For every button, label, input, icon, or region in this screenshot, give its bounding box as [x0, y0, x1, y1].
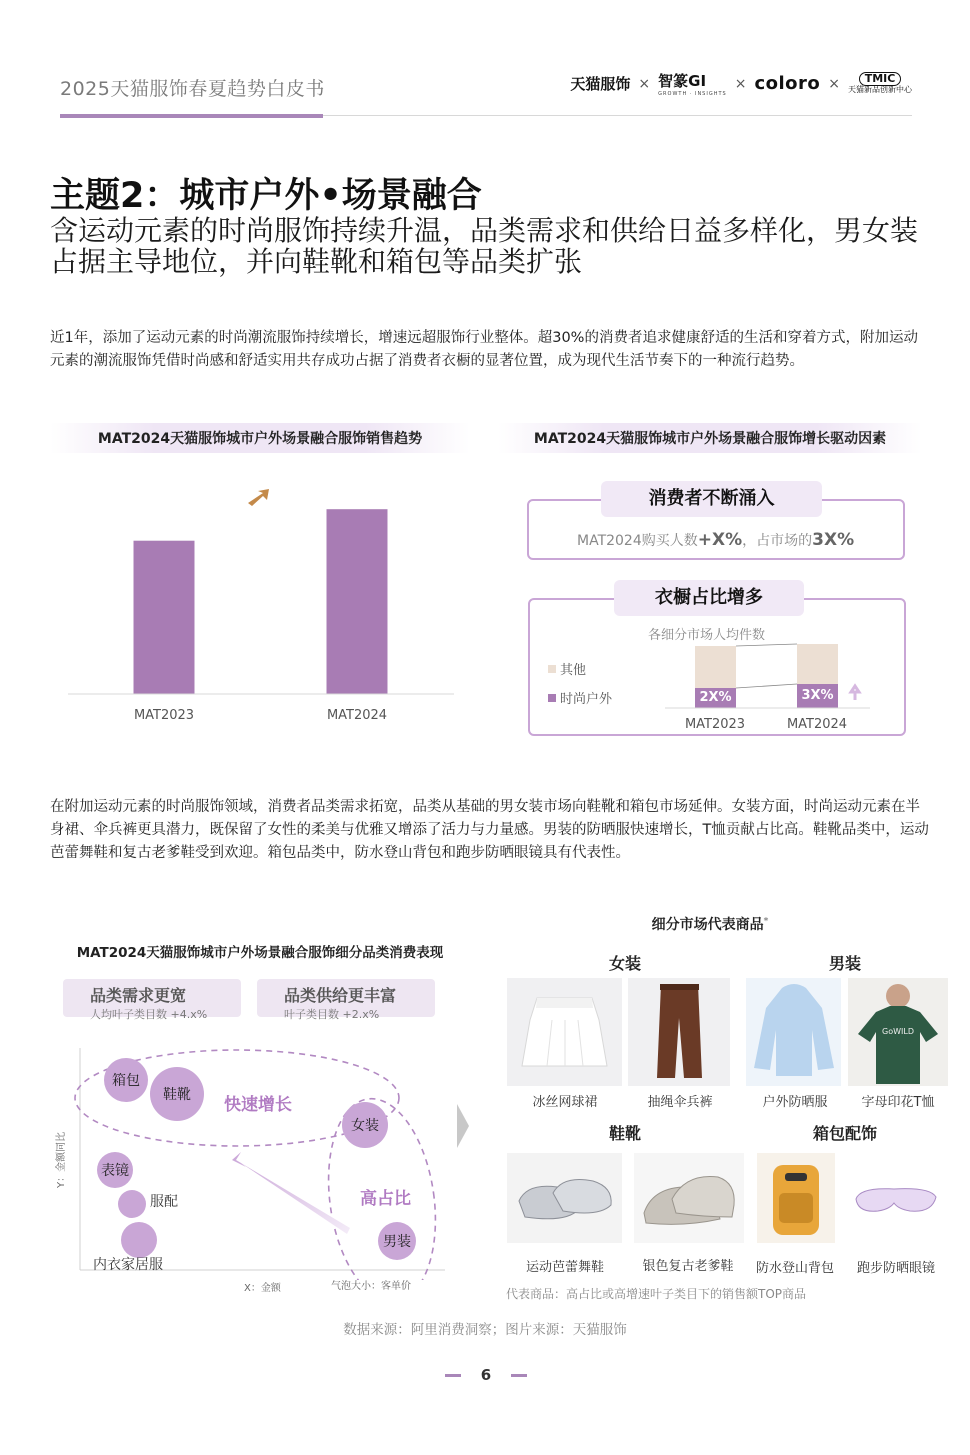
products-title: [600, 914, 820, 934]
driver-tag-wardrobe: 衣橱占比增多: [614, 580, 804, 616]
source-note: 数据来源：阿里消费洞察；图片来源：天猫服饰: [343, 1322, 627, 1338]
product-image-dad-sneakers[interactable]: [634, 1153, 744, 1243]
cat-shoes: 鞋靴: [608, 1124, 641, 1143]
chip-demand: [63, 979, 241, 1021]
product-name-2: 抽绳伞兵裤: [647, 1095, 713, 1110]
chip-demand-title: 品类需求更宽: [90, 986, 187, 1005]
driver-text-consumers: [577, 530, 854, 550]
legend-outdoor-label: 时尚户外: [560, 692, 613, 707]
logo-separator: ×: [638, 75, 651, 92]
tmic-sub: 天猫新品创新中心: [848, 85, 912, 95]
legend-outdoor-swatch: [548, 694, 556, 702]
bubble-watch: 表镜: [97, 1152, 133, 1188]
bubble-shoes: 鞋靴: [150, 1067, 204, 1121]
bubble-underwear-label: 内衣家居服: [93, 1257, 163, 1273]
bubble-underwear: [121, 1222, 157, 1258]
logo-separator: ×: [734, 75, 747, 92]
up-arrow-icon: [851, 686, 859, 700]
product-image-backpack[interactable]: [757, 1153, 835, 1243]
sales-bar-mat2024: [327, 509, 388, 694]
backpack-icon: [757, 1153, 835, 1243]
bubble-women: 女装: [342, 1102, 388, 1148]
stacked-xlabel-2023: MAT2023: [684, 717, 746, 732]
stacked-bar-2024-outdoor: 3X%: [797, 684, 838, 708]
header-accent-bar: [60, 114, 323, 118]
product-name-7: 防水登山背包: [755, 1261, 834, 1276]
cargo-pants-icon: [628, 978, 730, 1086]
y-axis-label: Y：金额同比: [56, 1131, 67, 1188]
partner-logos: [570, 70, 912, 97]
growth-arrow-icon: [248, 489, 269, 506]
middle-paragraph: 在附加运动元素的时尚服饰领域，消费者品类需求拓宽，品类从基础的男女装市场向鞋靴和箱包市场延伸。女装方面，时尚运动元素在半身裙、伞兵裤更具潜力，既保留了女性的柔美与优雅又增添了活力与力量感。男装的防晒服快速增长，T恤贡献占比高。鞋靴品类中，运动芭蕾舞鞋和复古老爹鞋受到欢迎。箱包品类中，防水登山背包和跑步防晒眼镜具有代表性。: [50, 799, 929, 861]
fast-growth-label: 快速增长: [224, 1095, 292, 1115]
product-image-ballet-shoes[interactable]: [507, 1153, 622, 1243]
ballet-shoe-icon: [507, 1153, 622, 1243]
logo-separator: ×: [828, 75, 840, 92]
bubble-men: 男装: [378, 1222, 416, 1260]
bubble-bag: 箱包: [104, 1058, 148, 1102]
product-image-sun-jacket[interactable]: [746, 978, 841, 1086]
tshirt-icon: [848, 978, 948, 1086]
tmall-fashion-logo: 天猫服饰: [570, 75, 631, 93]
stacked-bar-2023-outdoor: 2X%: [695, 688, 736, 708]
products-title-mark: *: [763, 916, 769, 927]
bubble-accessory-label: 服配: [150, 1194, 178, 1210]
product-name-8: 跑步防晒眼镜: [856, 1261, 935, 1276]
tennis-skirt-icon: [507, 978, 622, 1086]
bubble-accessory: [118, 1190, 146, 1218]
driver-tag-consumers: 消费者不断涌入: [601, 481, 822, 517]
chevron-right-icon: [457, 1104, 469, 1148]
product-name-6: 银色复古老爹鞋: [642, 1259, 734, 1274]
drivers-title: MAT2024天猫服饰城市户外场景融合服饰增长驱动因素: [498, 423, 922, 453]
bubble-chart-title: MAT2024天猫服饰城市户外场景融合服饰细分品类消费表现: [76, 945, 444, 961]
sales-xlabel-mat2023: MAT2023: [133, 708, 195, 723]
buyers-growth-value: +X%: [697, 530, 743, 550]
trend-arrow: [232, 1152, 350, 1234]
legend-other: [548, 659, 586, 678]
high-share-label: 高占比: [360, 1189, 411, 1209]
stacked-xlabel-2024: MAT2024: [786, 717, 848, 732]
bubble-size-note: 气泡大小：客单价: [331, 1281, 411, 1292]
sunglasses-icon: [850, 1153, 940, 1243]
product-name-5: 运动芭蕾舞鞋: [525, 1260, 604, 1275]
theme-title: 主题2：城市户外•场景融合: [50, 176, 482, 216]
legend-other-label: 其他: [560, 663, 587, 678]
x-axis-label: X：金额: [244, 1283, 281, 1294]
sales-chart-title: MAT2024天猫服饰城市户外场景融合服饰销售趋势: [50, 423, 470, 453]
chip-demand-sub: 人均叶子类目数 +4.x%: [90, 1008, 208, 1021]
gi-logo-text: 智篆GI: [658, 72, 707, 90]
connector-mid: [736, 684, 797, 688]
sun-jacket-icon: [746, 978, 841, 1086]
cat-men: 男装: [828, 954, 861, 973]
connector-top: [736, 644, 797, 646]
intro-paragraph: 近1年，添加了运动元素的时尚潮流服饰持续增长，增速远超服饰行业整体。超30%的消费者追求健康舒适的生活和穿着方式，附加运动元素的潮流服饰凭借时尚感和舒适实用共存成功占据了消费者衣橱的显著位置，成为现代生活节奏下的一种流行趋势。: [50, 330, 918, 369]
product-image-tshirt[interactable]: [848, 978, 948, 1086]
page-dash-right: [511, 1374, 527, 1377]
tshirt-print-text: GoWILD: [882, 1027, 914, 1036]
sales-bar-mat2023: [134, 541, 195, 694]
chip-supply-title: 品类供给更丰富: [284, 986, 397, 1005]
sales-xlabel-mat2024: MAT2024: [326, 708, 388, 723]
product-image-sunglasses[interactable]: [850, 1153, 940, 1243]
share-value: 3X%: [812, 530, 855, 550]
zhizhuan-gi-logo: [658, 70, 727, 97]
legend-outdoor: [548, 688, 612, 707]
product-image-cargo-pants[interactable]: [628, 978, 730, 1086]
sales-bar-chart: [60, 475, 460, 735]
page-number: 6: [480, 1366, 492, 1384]
gi-logo-sub: GROWTH · INSIGHTS: [658, 91, 727, 97]
tmic-badge: TMIC: [859, 72, 902, 86]
products-title-text: 细分市场代表商品: [651, 917, 764, 933]
product-image-tennis-skirt[interactable]: [507, 978, 622, 1086]
cat-bags: 箱包配饰: [812, 1124, 877, 1143]
product-name-4: 字母印花T恤: [861, 1095, 935, 1110]
product-name-3: 户外防晒服: [762, 1095, 828, 1110]
document-title: 2025天猫服饰春夏趋势白皮书: [60, 78, 325, 100]
share-label: ，占市场的: [742, 533, 813, 549]
chip-supply: [257, 979, 435, 1021]
products-note: 代表商品：高占比或高增速叶子类目下的销售额TOP商品: [506, 1287, 807, 1301]
theme-subtitle: 含运动元素的时尚服饰持续升温，品类需求和供给日益多样化，男女装占据主导地位，并向鞋靴和箱包等品类扩张: [50, 214, 919, 278]
chip-supply-sub: 叶子类目数 +2.x%: [284, 1008, 380, 1021]
stacked-connectors: [665, 640, 875, 712]
dad-sneaker-icon: [634, 1153, 744, 1243]
page-dash-left: [445, 1374, 461, 1377]
wardrobe-subtitle: 各细分市场人均件数: [648, 628, 766, 643]
legend-other-swatch: [548, 665, 556, 673]
product-name-1: 冰丝网球裙: [532, 1095, 598, 1110]
cat-women: 女装: [608, 954, 641, 973]
buyers-label: MAT2024购买人数: [577, 533, 698, 549]
coloro-logo: coloro: [754, 73, 821, 94]
tmic-logo: [848, 72, 912, 95]
